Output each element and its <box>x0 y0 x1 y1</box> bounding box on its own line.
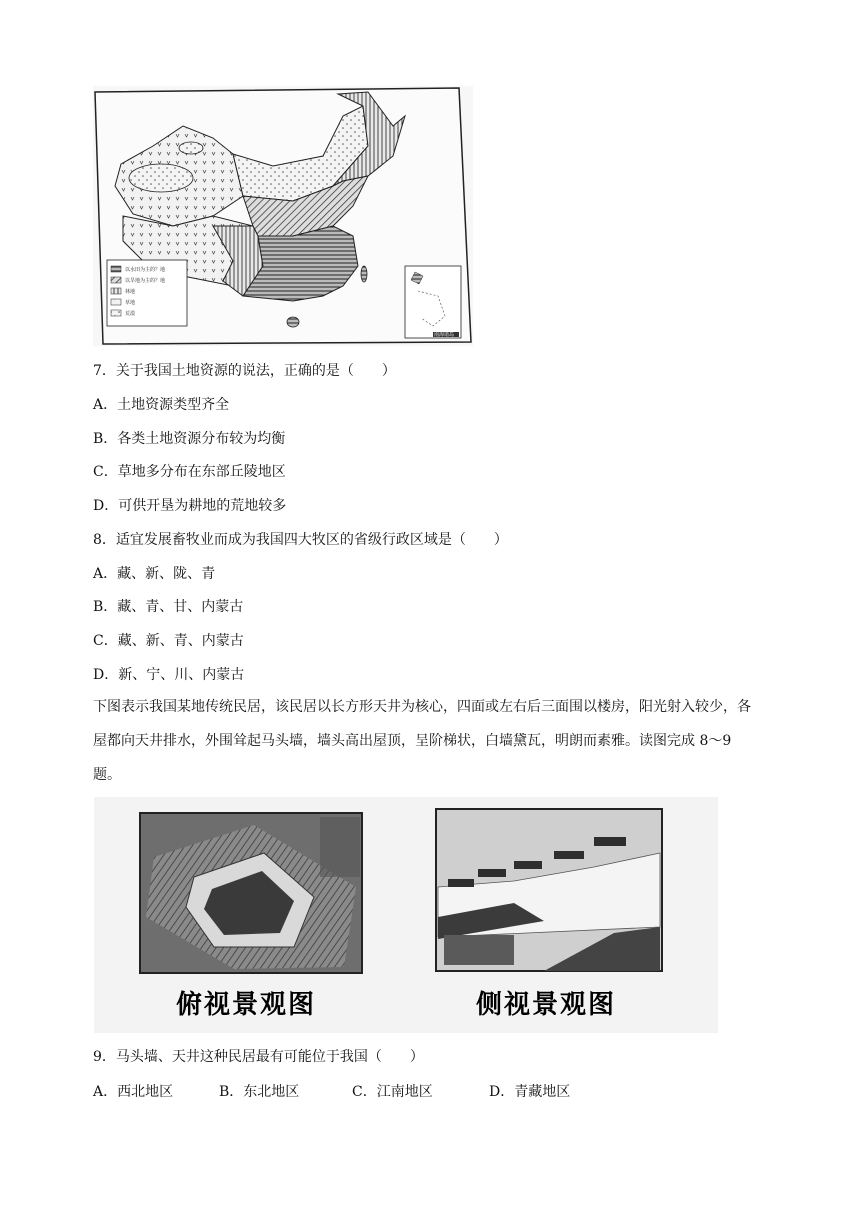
question-8-option-b[interactable]: B．藏、青、甘、内蒙古 <box>93 599 244 615</box>
question-9-stem: 9．马头墙、天井这种民居最有可能位于我国（ ） <box>93 1049 424 1065</box>
inset-label: 南海诸岛 <box>434 332 455 338</box>
question-9-options-row <box>93 1083 570 1101</box>
question-9-option-b[interactable]: B．东北地区 <box>219 1084 300 1100</box>
land-use-map-figure <box>93 86 473 346</box>
map-legend <box>107 260 187 326</box>
question-8-stem: 8．适宜发展畜牧业而成为我国四大牧区的省级行政区域是（ ） <box>93 532 508 548</box>
top-view-caption: 俯视景观图 <box>176 990 317 1020</box>
question-8-option-d[interactable]: D．新、宁、川、内蒙古 <box>93 667 245 683</box>
question-7-option-b[interactable]: B．各类土地资源分布较为均衡 <box>93 431 286 447</box>
legend-label-paddy: 以水田为主的？地 <box>125 267 166 273</box>
china-land-use-map <box>93 86 473 346</box>
intro-paragraph: 下图表示我国某地传统民居，该民居以长方形天井为核心，四面或左右后三面围以楼房，阳光射入较少，各屋都向天井排水，外围耸起马头墙，墙头高出屋顶，呈阶梯状，白墙黛瓦，明朗而素雅。读图完成 8～9 题。 <box>93 699 751 783</box>
dwelling-photos <box>94 797 718 1033</box>
question-9-option-c[interactable]: C．江南地区 <box>352 1084 433 1100</box>
side-view-photo <box>436 809 662 971</box>
top-view-photo <box>140 813 362 973</box>
legend-label-grass: 草地 <box>125 300 136 306</box>
side-view-caption: 侧视景观图 <box>476 990 617 1020</box>
question-8-option-c[interactable]: C．藏、新、青、内蒙古 <box>93 633 244 649</box>
legend-label-desert: 荒漠 <box>125 311 136 317</box>
south-china-sea-inset <box>405 266 461 338</box>
question-7-stem: 7．关于我国土地资源的说法，正确的是（ ） <box>93 363 396 379</box>
question-9-option-d[interactable]: D．青藏地区 <box>489 1084 571 1100</box>
question-8-option-a[interactable]: A．藏、新、陇、青 <box>93 566 216 582</box>
question-7-option-d[interactable]: D．可供开垦为耕地的荒地较多 <box>93 498 287 514</box>
question-7-option-c[interactable]: C．草地多分布在东部丘陵地区 <box>93 464 286 480</box>
question-9-option-a[interactable]: A．西北地区 <box>93 1084 174 1100</box>
dwelling-photos-figure <box>94 797 718 1033</box>
legend-label-dryland: 以旱地为主的？地 <box>125 278 166 284</box>
legend-label-forest: 林地 <box>125 289 136 295</box>
question-7-option-a[interactable]: A．土地资源类型齐全 <box>93 397 230 413</box>
